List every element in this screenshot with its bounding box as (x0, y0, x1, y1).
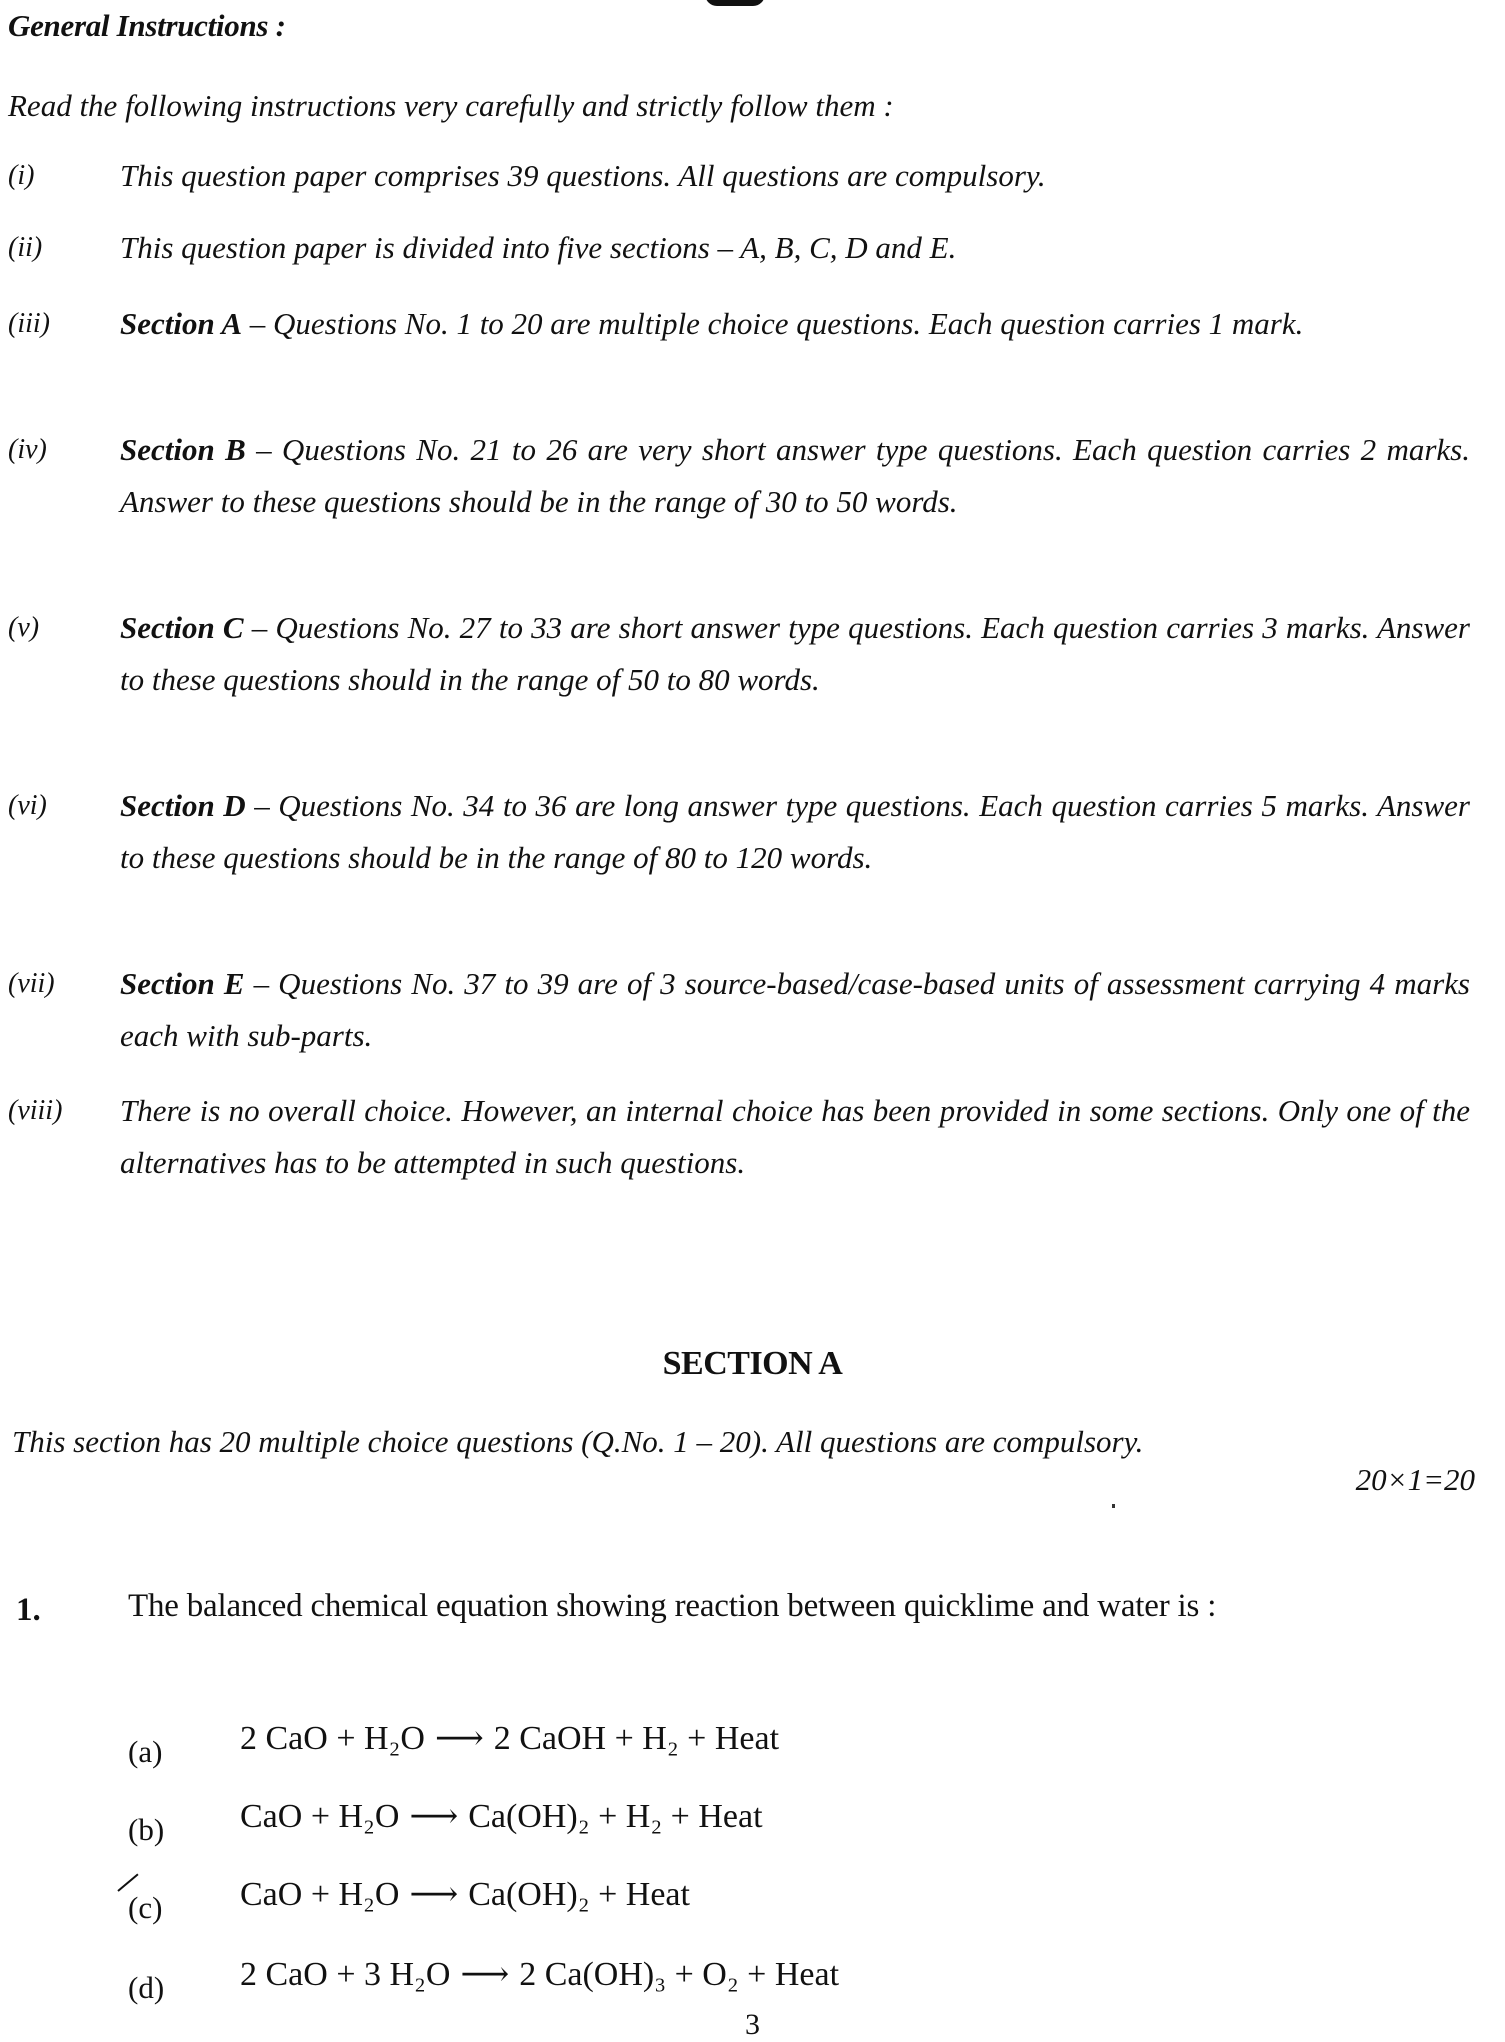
page-number: 3 (745, 2008, 760, 2041)
equation-lhs: 2 CaO + H₂O (240, 1720, 425, 1757)
equation-rhs: Ca(OH)₂ + Heat (468, 1876, 690, 1913)
equation-rhs: Ca(OH)₂ + H₂ + Heat (468, 1798, 763, 1835)
instruction-text (120, 602, 1470, 706)
equation-rhs: 2 Ca(OH)₃ + O₂ + Heat (519, 1956, 840, 1993)
reaction-arrow-icon: ⟶ (434, 1720, 484, 1757)
instruction-bold-lead: Section C (120, 610, 244, 645)
instruction-number: (iii) (8, 308, 50, 339)
option-label: (d) (128, 1970, 165, 2005)
instruction-text (120, 958, 1470, 1062)
instruction-text: This question paper comprises 39 questions. All questions are compulsory. (120, 158, 1046, 193)
section-a-marks: 20×1=20 (1355, 1462, 1475, 1497)
instruction-text (120, 780, 1470, 884)
option-label: (b) (128, 1812, 165, 1847)
option-equation (240, 1718, 779, 1758)
question-number: 1. (16, 1592, 41, 1628)
instruction-body: – Questions No. 1 to 20 are multiple choice questions. Each question carries 1 mark. (242, 306, 1304, 341)
section-a-title: SECTION A (662, 1345, 843, 1382)
instruction-text (120, 424, 1470, 528)
top-page-number-fragment (705, 0, 765, 6)
instruction-body: – Questions No. 34 to 36 are long answer type questions. Each question carries 5 marks. Answer to these questions should be in the range of 80 to 120 words. (120, 788, 1470, 875)
instruction-number: (ii) (8, 232, 43, 263)
option-label: (c) (128, 1890, 163, 1925)
option-equation (240, 1954, 839, 1994)
instruction-bold-lead: Section B (120, 432, 246, 467)
reaction-arrow-icon: ⟶ (409, 1876, 459, 1913)
instruction-text: This question paper is divided into five sections – A, B, C, D and E. (120, 230, 957, 265)
option-equation (240, 1796, 763, 1836)
instruction-number: (viii) (8, 1095, 63, 1126)
question-text: The balanced chemical equation showing reaction between quicklime and water is : (128, 1588, 1217, 1624)
instruction-number: (vii) (8, 968, 55, 999)
instruction-body: – Questions No. 27 to 33 are short answer type questions. Each question carries 3 marks. Answer to these questions should in the range of 50 to 80 words. (120, 610, 1470, 697)
instruction-bold-lead: Section E (120, 966, 245, 1001)
option-equation (240, 1874, 690, 1914)
instruction-bold-lead: Section D (120, 788, 246, 823)
option-label: (a) (128, 1734, 163, 1769)
equation-lhs: 2 CaO + 3 H₂O (240, 1956, 451, 1993)
instruction-text (120, 298, 1470, 350)
general-instructions-heading: General Instructions : (8, 8, 286, 43)
instruction-body: – Questions No. 37 to 39 are of 3 source-based/case-based units of assessment carrying 4 marks each with sub-parts. (120, 966, 1470, 1053)
scan-artifact-dot (1112, 1504, 1115, 1508)
instruction-number: (iv) (8, 434, 47, 465)
equation-lhs: CaO + H₂O (240, 1798, 400, 1835)
reaction-arrow-icon: ⟶ (409, 1798, 459, 1835)
equation-lhs: CaO + H₂O (240, 1876, 400, 1913)
instruction-number: (vi) (8, 790, 47, 821)
instruction-body: – Questions No. 21 to 26 are very short answer type questions. Each question carries 2 marks. Answer to these questions should be in the range of 30 to 50 words. (120, 432, 1470, 519)
instruction-number: (i) (8, 160, 35, 191)
reaction-arrow-icon: ⟶ (460, 1956, 510, 1993)
instruction-bold-lead: Section A (120, 306, 243, 341)
section-a-intro: This section has 20 multiple choice questions (Q.No. 1 – 20). All questions are compulsory. (12, 1424, 1144, 1459)
instruction-text: There is no overall choice. However, an internal choice has been provided in some sections. Only one of the alternatives has to be attempted in such questions. (120, 1093, 1470, 1180)
instructions-intro: Read the following instructions very carefully and strictly follow them : (8, 88, 894, 123)
instruction-number: (v) (8, 612, 40, 643)
equation-rhs: 2 CaOH + H₂ + Heat (493, 1720, 780, 1757)
